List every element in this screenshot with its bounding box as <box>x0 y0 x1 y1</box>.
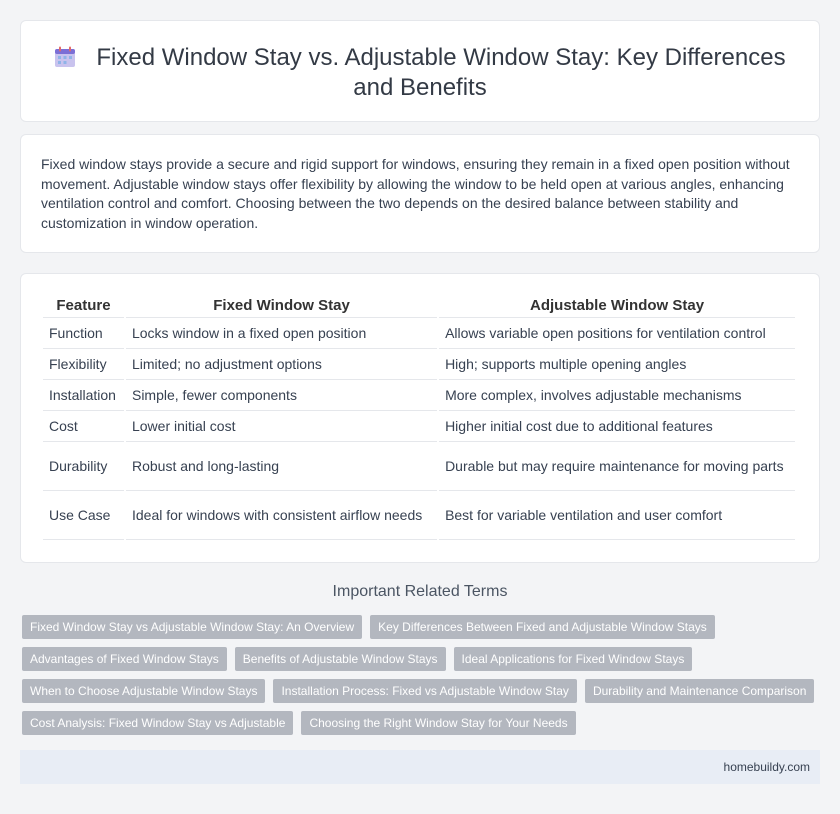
page-title <box>51 43 789 103</box>
related-terms-title: Important Related Terms <box>332 583 508 600</box>
cell-adjustable: High; supports multiple opening angles <box>439 349 795 380</box>
table-row <box>43 442 795 491</box>
related-term-tag[interactable]: Key Differences Between Fixed and Adjustable Window Stays <box>370 615 715 639</box>
summary-text: Fixed window stays provide a secure and rigid support for windows, ensuring they remain in a fixed open position without movement. Adjustable window stays offer flexibility by allowing the window to be held open at various angles, enhancing ventilation control and comfort. Choosing between the two depends on the desired balance between stability and customization in window operation. <box>41 156 790 231</box>
related-term-tag[interactable]: Advantages of Fixed Window Stays <box>22 647 227 671</box>
page-title-text: Fixed Window Stay vs. Adjustable Window Stay: Key Differences and Benefits <box>96 44 786 101</box>
header-fixed: Fixed Window Stay <box>126 294 437 318</box>
cell-fixed: Lower initial cost <box>126 411 437 442</box>
related-term-tag[interactable]: Cost Analysis: Fixed Window Stay vs Adjustable <box>22 711 293 735</box>
cell-adjustable: Best for variable ventilation and user comfort <box>439 491 795 540</box>
cell-adjustable: Higher initial cost due to additional features <box>439 411 795 442</box>
related-term-tag[interactable]: Installation Process: Fixed vs Adjustable Window Stay <box>273 679 576 703</box>
cell-feature: Function <box>43 318 124 349</box>
cell-feature: Flexibility <box>43 349 124 380</box>
related-terms-list <box>22 615 822 735</box>
cell-fixed: Simple, fewer components <box>126 380 437 411</box>
related-term-tag[interactable]: Benefits of Adjustable Window Stays <box>235 647 446 671</box>
table-row <box>43 349 795 380</box>
summary-card <box>20 134 820 253</box>
cell-feature: Use Case <box>43 491 124 540</box>
cell-fixed: Robust and long-lasting <box>126 442 437 491</box>
footer-site-link[interactable]: homebuildy.com <box>723 760 810 774</box>
table-row <box>43 318 795 349</box>
cell-fixed: Limited; no adjustment options <box>126 349 437 380</box>
header-card <box>20 20 820 122</box>
cell-adjustable: Durable but may require maintenance for moving parts <box>439 442 795 491</box>
related-term-tag[interactable]: Fixed Window Stay vs Adjustable Window Stay: An Overview <box>22 615 362 639</box>
cell-adjustable: More complex, involves adjustable mechanisms <box>439 380 795 411</box>
footer <box>20 750 820 784</box>
header-adjustable: Adjustable Window Stay <box>439 294 795 318</box>
related-term-tag[interactable]: When to Choose Adjustable Window Stays <box>22 679 265 703</box>
table-row <box>43 411 795 442</box>
related-term-tag[interactable]: Choosing the Right Window Stay for Your Needs <box>301 711 575 735</box>
table-header-row <box>43 294 795 318</box>
comparison-table <box>41 294 797 540</box>
cell-fixed: Ideal for windows with consistent airflow needs <box>126 491 437 540</box>
cell-feature: Installation <box>43 380 124 411</box>
calendar-icon <box>54 46 76 68</box>
related-term-tag[interactable]: Durability and Maintenance Comparison <box>585 679 814 703</box>
header-feature: Feature <box>43 294 124 318</box>
cell-feature: Cost <box>43 411 124 442</box>
table-row <box>43 380 795 411</box>
cell-adjustable: Allows variable open positions for ventilation control <box>439 318 795 349</box>
table-row <box>43 491 795 540</box>
cell-feature: Durability <box>43 442 124 491</box>
related-term-tag[interactable]: Ideal Applications for Fixed Window Stays <box>454 647 693 671</box>
comparison-card <box>20 273 820 563</box>
cell-fixed: Locks window in a fixed open position <box>126 318 437 349</box>
